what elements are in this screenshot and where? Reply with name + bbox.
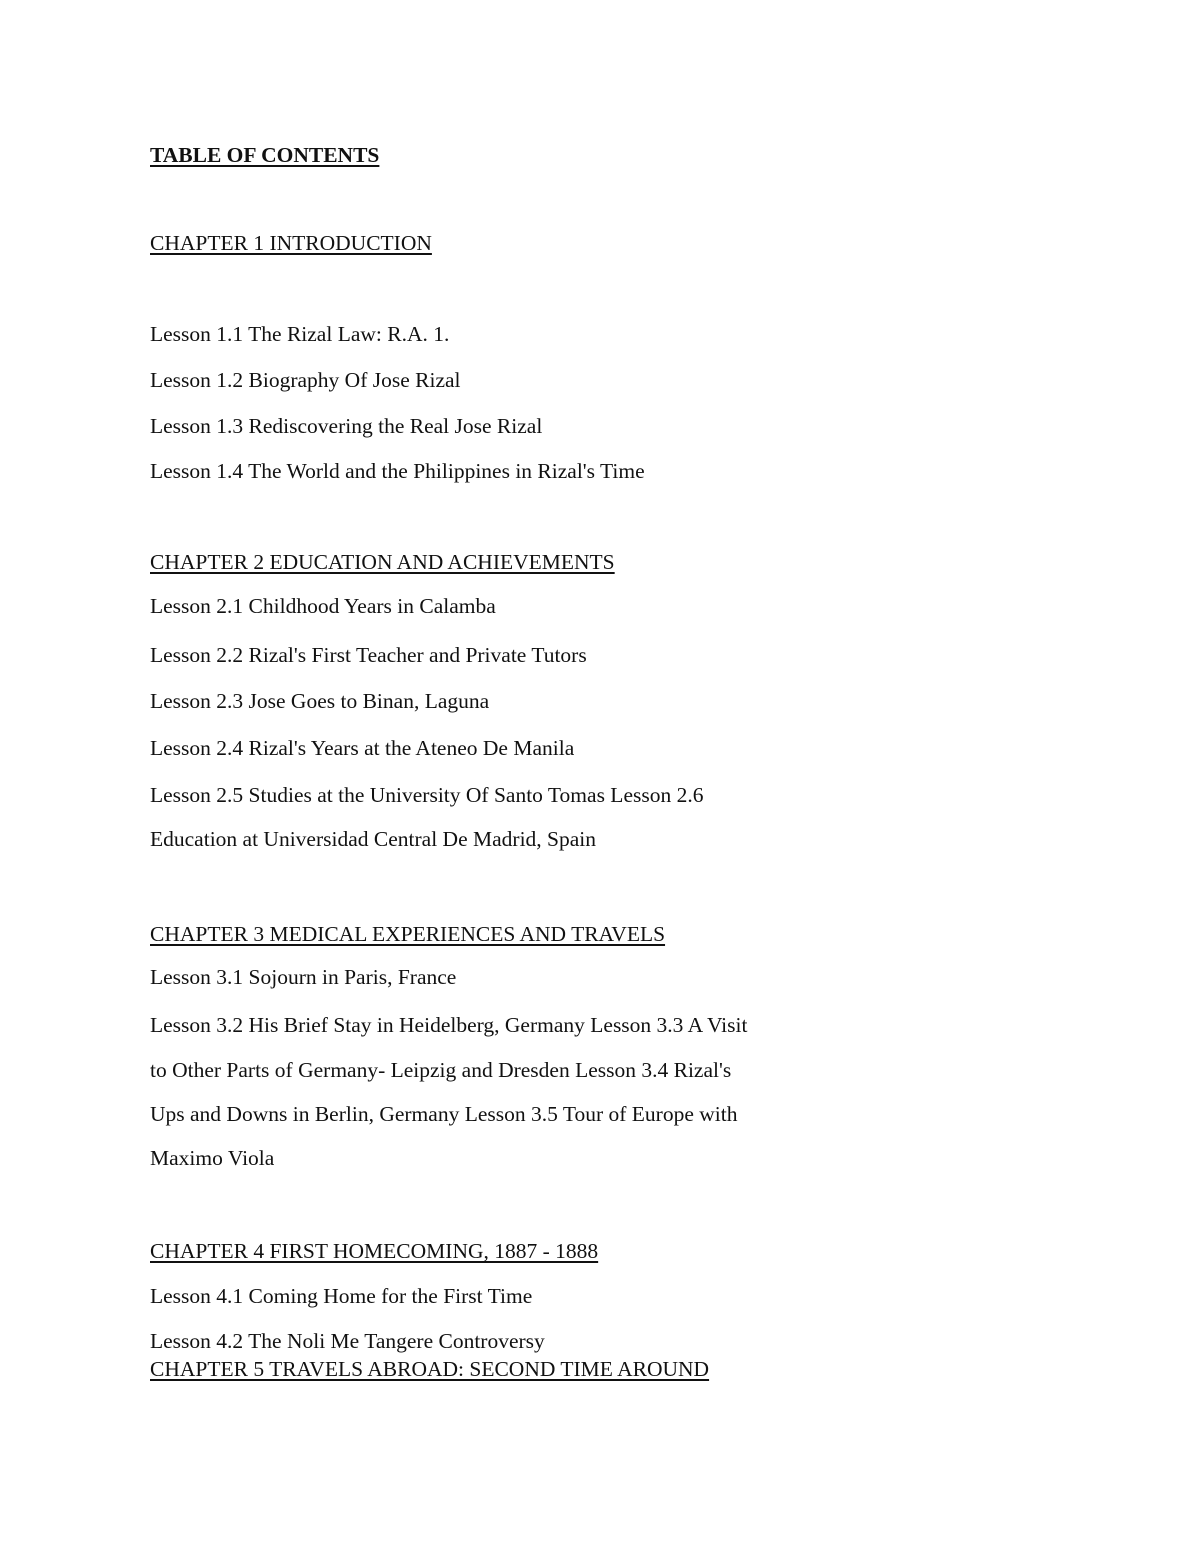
lesson-line: Lesson 2.5 Studies at the University Of Santo Tomas Lesson 2.6 — [150, 783, 704, 807]
lesson-line: Lesson 1.1 The Rizal Law: R.A. 1. — [150, 322, 450, 346]
chapter-1-heading: CHAPTER 1 INTRODUCTION — [150, 231, 432, 255]
chapter-2-heading: CHAPTER 2 EDUCATION AND ACHIEVEMENTS — [150, 550, 615, 574]
lesson-line: Education at Universidad Central De Madrid, Spain — [150, 827, 597, 851]
lesson-line: Lesson 3.1 Sojourn in Paris, France — [150, 965, 457, 989]
lesson-line: Maximo Viola — [150, 1146, 275, 1170]
chapter-4-heading: CHAPTER 4 FIRST HOMECOMING, 1887 - 1888 — [150, 1239, 599, 1263]
toc-title: TABLE OF CONTENTS — [150, 143, 380, 167]
lesson-line: Lesson 2.2 Rizal's First Teacher and Private Tutors — [150, 643, 587, 667]
lesson-line: Lesson 4.2 The Noli Me Tangere Controversy — [150, 1329, 545, 1353]
lesson-line: Lesson 2.1 Childhood Years in Calamba — [150, 594, 496, 618]
lesson-line: Ups and Downs in Berlin, Germany Lesson 3.5 Tour of Europe with — [150, 1102, 738, 1126]
lesson-line: Lesson 2.3 Jose Goes to Binan, Laguna — [150, 689, 490, 713]
lesson-line: Lesson 2.4 Rizal's Years at the Ateneo De Manila — [150, 736, 575, 760]
lesson-line: Lesson 1.4 The World and the Philippines in Rizal's Time — [150, 459, 645, 483]
lesson-line: to Other Parts of Germany- Leipzig and Dresden Lesson 3.4 Rizal's — [150, 1058, 732, 1082]
chapter-5-heading: CHAPTER 5 TRAVELS ABROAD: SECOND TIME AROUND — [150, 1357, 710, 1381]
chapter-3-heading: CHAPTER 3 MEDICAL EXPERIENCES AND TRAVELS — [150, 922, 666, 946]
lesson-line: Lesson 4.1 Coming Home for the First Time — [150, 1284, 533, 1308]
lesson-line: Lesson 1.3 Rediscovering the Real Jose Rizal — [150, 414, 543, 438]
lesson-line: Lesson 1.2 Biography Of Jose Rizal — [150, 368, 461, 392]
lesson-line: Lesson 3.2 His Brief Stay in Heidelberg, Germany Lesson 3.3 A Visit — [150, 1013, 748, 1037]
